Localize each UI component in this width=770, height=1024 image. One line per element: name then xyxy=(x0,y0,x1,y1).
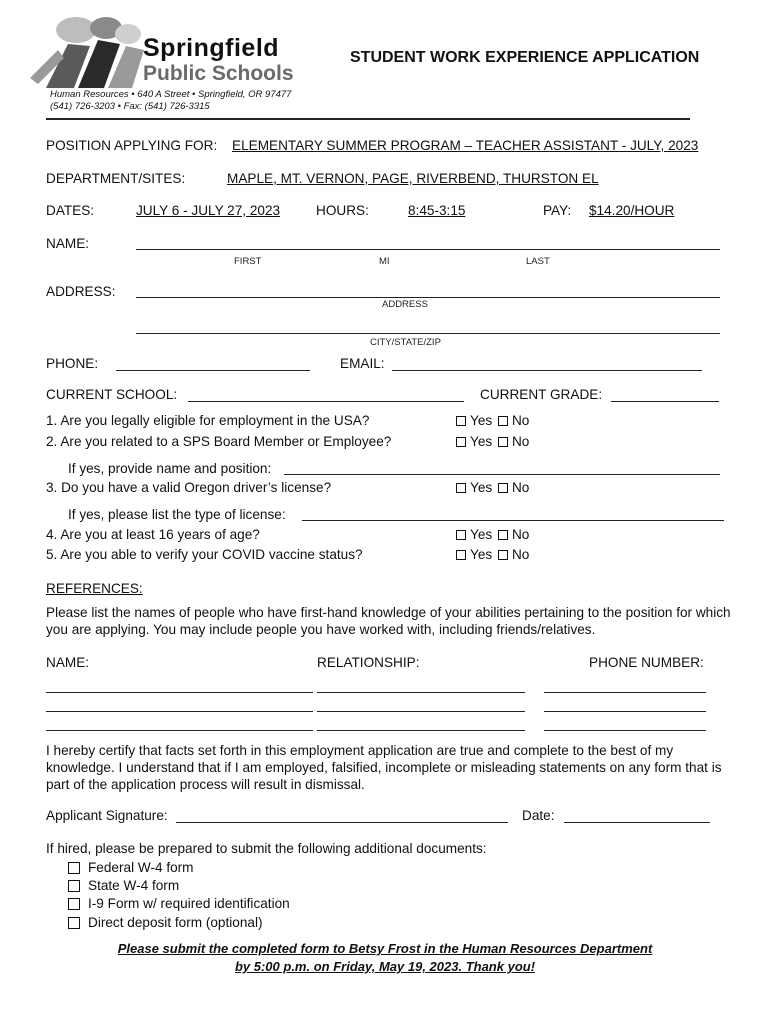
references-instructions: Please list the names of people who have first-hand knowledge of your abilities pertaining to the position for which you are applying. You may include people you have worked with, including friends/relatives. xyxy=(46,605,731,637)
dates-value: JULY 6 - JULY 27, 2023 xyxy=(136,203,281,218)
address-caption: ADDRESS xyxy=(382,299,428,310)
q2-no-checkbox[interactable] xyxy=(498,437,508,447)
reference-1-phone-field[interactable] xyxy=(544,692,706,693)
email-label: EMAIL: xyxy=(340,356,385,371)
document-label: Direct deposit form (optional) xyxy=(88,915,263,930)
references-col-relationship: RELATIONSHIP: xyxy=(317,655,420,670)
question-2-follow-up: If yes, provide name and position: xyxy=(68,461,272,476)
city-state-zip-caption: CITY/STATE/ZIP xyxy=(370,337,441,348)
q2-yes-label: Yes xyxy=(470,434,493,449)
q3-license-type-field[interactable] xyxy=(302,520,724,521)
name-mi-caption: MI xyxy=(379,256,390,267)
reference-2-relationship-field[interactable] xyxy=(317,711,525,712)
question-2-options xyxy=(456,434,529,449)
question-1-options xyxy=(456,413,529,428)
q4-no-checkbox[interactable] xyxy=(498,530,508,540)
current-school-label: CURRENT SCHOOL: xyxy=(46,387,178,402)
reference-1-name-field[interactable] xyxy=(46,692,313,693)
i9-form-checkbox[interactable] xyxy=(68,898,80,910)
q5-no-checkbox[interactable] xyxy=(498,550,508,560)
question-2: 2. Are you related to a SPS Board Member or Employee? xyxy=(46,434,392,449)
q3-no-checkbox[interactable] xyxy=(498,483,508,493)
q5-no-label: No xyxy=(511,547,530,562)
document-item xyxy=(68,860,194,875)
documents-intro: If hired, please be prepared to submit the following additional documents: xyxy=(46,841,487,856)
question-3-follow-up: If yes, please list the type of license: xyxy=(68,507,286,522)
logo-text-public-schools: Public Schools xyxy=(143,62,294,85)
reference-3-relationship-field[interactable] xyxy=(317,730,525,731)
email-field[interactable] xyxy=(392,370,702,371)
name-last-caption: LAST xyxy=(526,256,550,267)
q1-yes-checkbox[interactable] xyxy=(456,416,466,426)
date-field[interactable] xyxy=(564,822,710,823)
document-label: Federal W-4 form xyxy=(88,860,194,875)
pay-value: $14.20/HOUR xyxy=(589,203,675,218)
q4-no-label: No xyxy=(511,527,530,542)
reference-3-name-field[interactable] xyxy=(46,730,313,731)
reference-2-phone-field[interactable] xyxy=(544,711,706,712)
document-item xyxy=(68,915,263,930)
department-label: DEPARTMENT/SITES: xyxy=(46,171,186,186)
document-label: State W-4 form xyxy=(88,878,180,893)
q3-yes-label: Yes xyxy=(470,480,493,495)
question-5: 5. Are you able to verify your COVID vaccine status? xyxy=(46,547,363,562)
certification-text: I hereby certify that facts set forth in this employment application are true and complete to the best of my knowledge. I understand that if I am employed, falsified, incomplete or misleading statements on any form that is part of the application process will result in dismissal. xyxy=(46,743,722,792)
form-title: STUDENT WORK EXPERIENCE APPLICATION xyxy=(350,49,700,66)
q4-yes-checkbox[interactable] xyxy=(456,530,466,540)
header-divider xyxy=(46,118,690,120)
header-address-line1: Human Resources • 640 A Street • Springfield, OR 97477 xyxy=(50,89,292,100)
address-field[interactable] xyxy=(136,297,720,298)
question-5-options xyxy=(456,547,529,562)
name-first-caption: FIRST xyxy=(234,256,262,267)
current-grade-field[interactable] xyxy=(611,401,719,402)
federal-w4-checkbox[interactable] xyxy=(68,862,80,874)
q3-no-label: No xyxy=(511,480,530,495)
address-label: ADDRESS: xyxy=(46,284,116,299)
references-heading: REFERENCES: xyxy=(46,581,143,596)
pay-label: PAY: xyxy=(543,203,572,218)
name-label: NAME: xyxy=(46,236,90,251)
q2-yes-checkbox[interactable] xyxy=(456,437,466,447)
position-value: ELEMENTARY SUMMER PROGRAM – TEACHER ASSISTANT - JULY, 2023 xyxy=(232,138,699,153)
question-3-options xyxy=(456,480,529,495)
q1-no-checkbox[interactable] xyxy=(498,416,508,426)
direct-deposit-checkbox[interactable] xyxy=(68,917,80,929)
logo-text-springfield: Springfield xyxy=(143,34,280,62)
reference-1-relationship-field[interactable] xyxy=(317,692,525,693)
date-label: Date: xyxy=(522,808,555,823)
signature-label: Applicant Signature: xyxy=(46,808,168,823)
references-col-phone: PHONE NUMBER: xyxy=(589,655,704,670)
position-label: POSITION APPLYING FOR: xyxy=(46,138,218,153)
phone-field[interactable] xyxy=(116,370,310,371)
question-4-options xyxy=(456,527,529,542)
reference-3-phone-field[interactable] xyxy=(544,730,706,731)
q4-yes-label: Yes xyxy=(470,527,493,542)
q5-yes-checkbox[interactable] xyxy=(456,550,466,560)
q2-name-position-field[interactable] xyxy=(284,474,720,475)
dates-label: DATES: xyxy=(46,203,95,218)
document-item xyxy=(68,896,290,911)
question-4: 4. Are you at least 16 years of age? xyxy=(46,527,260,542)
footer-line1: Please submit the completed form to Betsy Frost in the Human Resources Department xyxy=(117,941,653,956)
phone-label: PHONE: xyxy=(46,356,99,371)
current-school-field[interactable] xyxy=(188,401,464,402)
document-item xyxy=(68,878,179,893)
hours-label: HOURS: xyxy=(316,203,369,218)
header-address-line2: (541) 726-3203 • Fax: (541) 726-3315 xyxy=(50,101,210,112)
q1-no-label: No xyxy=(511,413,530,428)
name-field[interactable] xyxy=(136,249,720,250)
current-grade-label: CURRENT GRADE: xyxy=(480,387,603,402)
q1-yes-label: Yes xyxy=(470,413,493,428)
footer-line2: by 5:00 p.m. on Friday, May 19, 2023. Thank you! xyxy=(234,959,536,974)
document-label: I-9 Form w/ required identification xyxy=(88,896,290,911)
logo-figures-icon xyxy=(28,10,153,90)
reference-2-name-field[interactable] xyxy=(46,711,313,712)
city-state-zip-field[interactable] xyxy=(136,333,720,334)
department-value: MAPLE, MT. VERNON, PAGE, RIVERBEND, THURSTON EL xyxy=(227,171,599,186)
q3-yes-checkbox[interactable] xyxy=(456,483,466,493)
hours-value: 8:45-3:15 xyxy=(408,203,466,218)
q2-no-label: No xyxy=(511,434,530,449)
question-1: 1. Are you legally eligible for employment in the USA? xyxy=(46,413,370,428)
question-3: 3. Do you have a valid Oregon driver’s license? xyxy=(46,480,332,495)
references-col-name: NAME: xyxy=(46,655,90,670)
state-w4-checkbox[interactable] xyxy=(68,880,80,892)
q5-yes-label: Yes xyxy=(470,547,493,562)
signature-field[interactable] xyxy=(176,822,508,823)
